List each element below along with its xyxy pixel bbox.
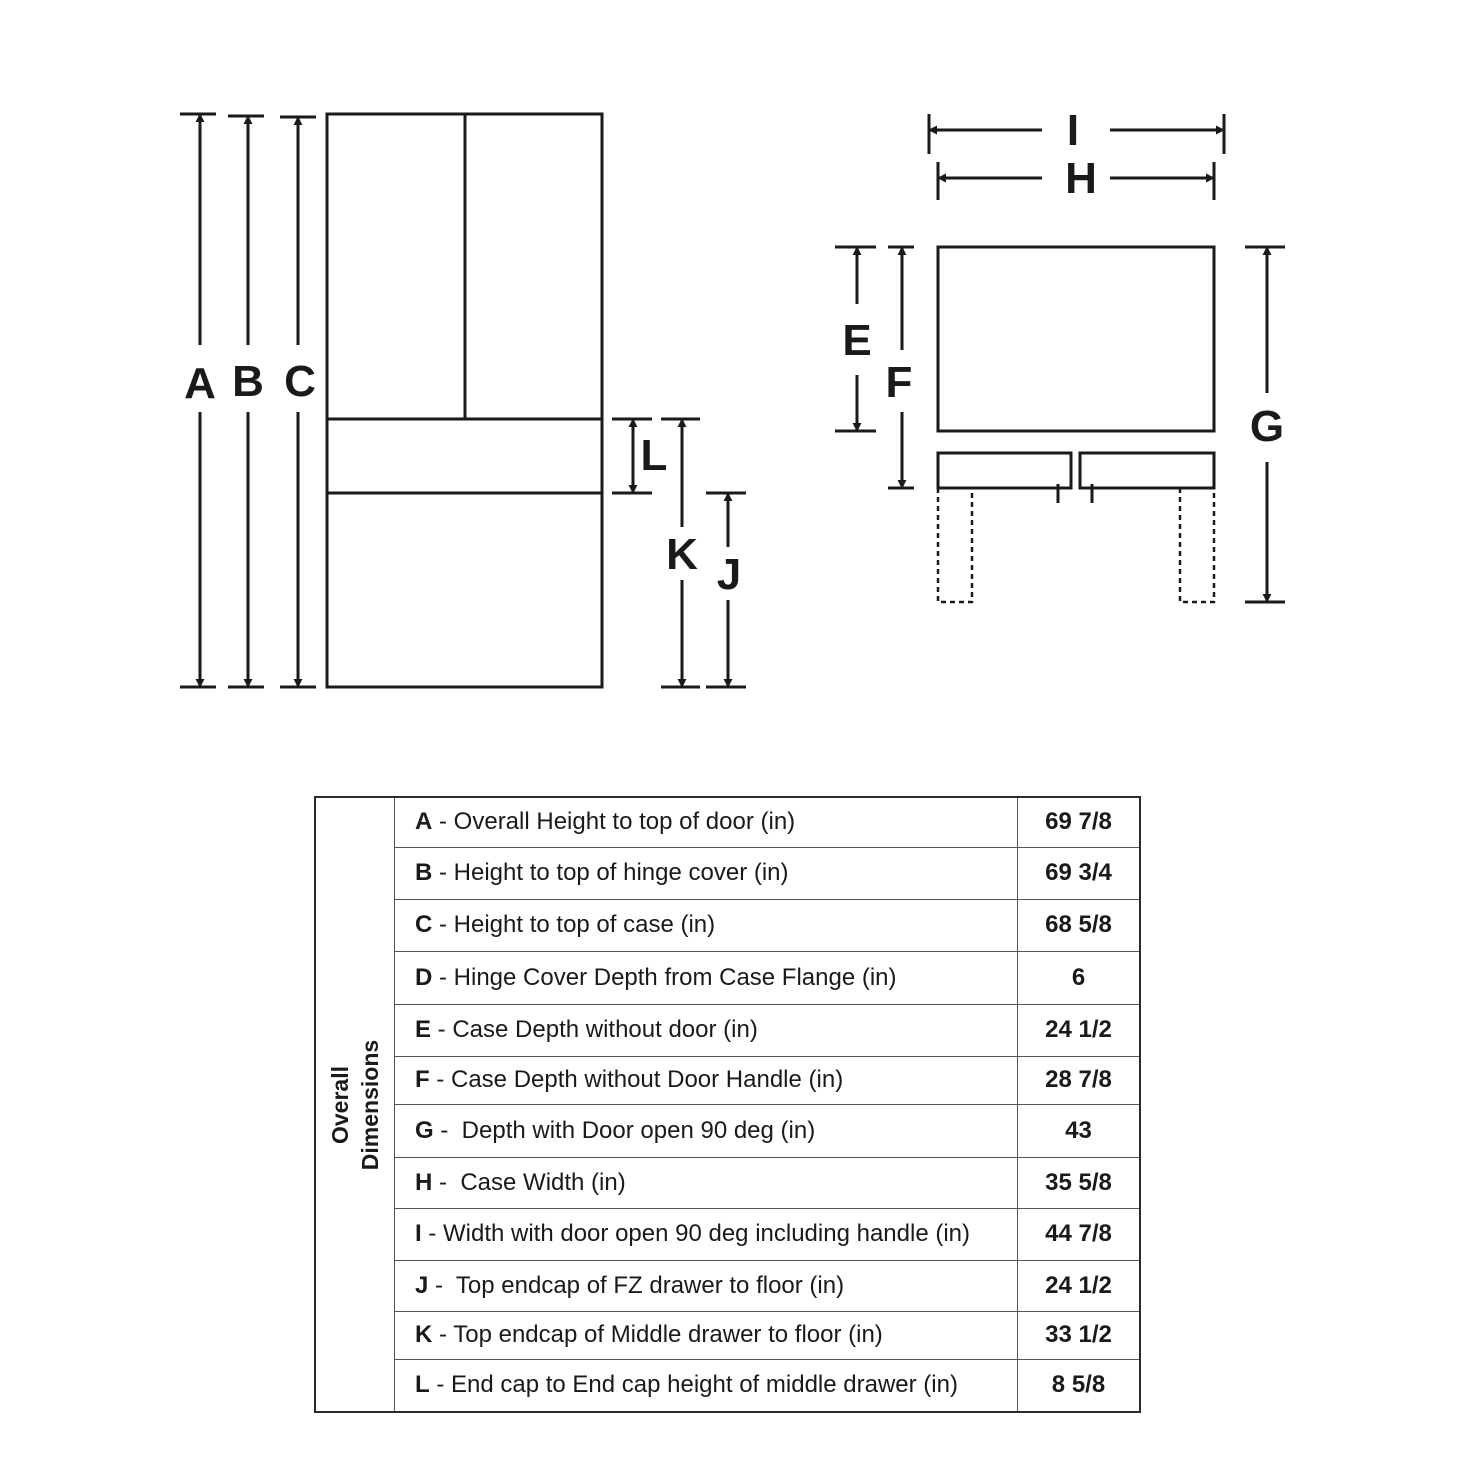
dimension-letter: D <box>415 963 433 991</box>
dimension-description-text: - Width with door open 90 deg including handle (in) <box>421 1220 971 1247</box>
left-door-top <box>938 453 1071 488</box>
dimension-letter: B <box>415 859 433 886</box>
dimension-description-text: - Overall Height to top of door (in) <box>432 808 796 836</box>
dimension-letter: A <box>415 808 433 836</box>
left-door-open-outline <box>938 488 972 602</box>
dimension-description <box>395 1004 1018 1056</box>
dimension-description <box>395 1157 1018 1208</box>
dimension-value: 68 5/8 <box>1018 899 1141 951</box>
dimension-description-text: - Top endcap of Middle drawer to floor (in) <box>432 1321 883 1348</box>
table-row <box>315 1157 1140 1208</box>
dimension-value: 69 3/4 <box>1018 847 1141 899</box>
dimension-description-text: - Depth with Door open 90 deg (in) <box>433 1116 816 1144</box>
dimension-letter: G <box>415 1116 434 1144</box>
dimension-letter: E <box>415 1016 432 1043</box>
label-i: I <box>1066 106 1080 155</box>
right-door-top <box>1080 453 1214 488</box>
dimension-letter: C <box>415 911 433 938</box>
label-l: L <box>640 431 668 480</box>
dimension-description <box>395 1260 1018 1311</box>
dimension-description-text: - Top endcap of FZ drawer to floor (in) <box>428 1271 845 1299</box>
table-row <box>315 1004 1140 1056</box>
dimension-letter: L <box>415 1371 430 1399</box>
label-f: F <box>885 358 913 407</box>
label-h: H <box>1065 154 1097 203</box>
dimension-description-text: - Case Width (in) <box>432 1168 626 1196</box>
dimension-description-text: - End cap to End cap height of middle drawer (in) <box>429 1371 958 1399</box>
dimension-letter: F <box>415 1066 430 1093</box>
case-top-outline <box>938 247 1214 431</box>
table-row <box>315 899 1140 951</box>
dimension-letter: H <box>415 1168 433 1196</box>
label-k: K <box>666 530 698 579</box>
dimension-description <box>395 847 1018 899</box>
dimension-description <box>395 1104 1018 1157</box>
dimension-description <box>395 1208 1018 1260</box>
dimension-value: 6 <box>1018 951 1141 1004</box>
dimension-value: 35 5/8 <box>1018 1157 1141 1208</box>
table-row <box>315 1056 1140 1104</box>
dimensions-table <box>314 796 1141 1413</box>
table-row <box>315 1359 1140 1412</box>
table-row <box>315 1311 1140 1359</box>
dimension-description-text: - Case Depth without Door Handle (in) <box>429 1066 844 1093</box>
section-header-cell <box>315 797 395 1412</box>
dimension-value: 69 7/8 <box>1018 797 1141 847</box>
dimension-description <box>395 1056 1018 1104</box>
dimension-description <box>395 1311 1018 1359</box>
front-view <box>327 114 602 687</box>
section-label: Overall Dimensions <box>327 1039 383 1170</box>
label-j: J <box>716 550 742 599</box>
dimension-value: 28 7/8 <box>1018 1056 1141 1104</box>
top-view <box>938 247 1214 602</box>
table-row <box>315 847 1140 899</box>
dimension-description <box>395 797 1018 847</box>
label-c: C <box>284 357 316 406</box>
dimension-description <box>395 1359 1018 1412</box>
dimension-description-text: - Hinge Cover Depth from Case Flange (in) <box>432 963 897 991</box>
dimension-value: 33 1/2 <box>1018 1311 1141 1359</box>
dimension-value: 44 7/8 <box>1018 1208 1141 1260</box>
label-b: B <box>232 357 264 406</box>
dimension-description-text: - Height to top of hinge cover (in) <box>432 859 789 886</box>
dimension-value: 8 5/8 <box>1018 1359 1141 1412</box>
dimension-value: 24 1/2 <box>1018 1004 1141 1056</box>
right-door-open-outline <box>1180 488 1214 602</box>
dimension-letter: I <box>415 1220 422 1247</box>
table-row <box>315 1208 1140 1260</box>
dimension-description <box>395 899 1018 951</box>
dimension-description-text: - Case Depth without door (in) <box>431 1016 758 1043</box>
label-g: G <box>1249 402 1285 451</box>
dimension-value: 24 1/2 <box>1018 1260 1141 1311</box>
table-row <box>315 1104 1140 1157</box>
dimension-description-text: - Height to top of case (in) <box>432 911 716 938</box>
dimension-description <box>395 951 1018 1004</box>
table-row <box>315 951 1140 1004</box>
label-a: A <box>184 359 216 408</box>
table-row <box>315 1260 1140 1311</box>
table-row <box>315 797 1140 847</box>
dimension-value: 43 <box>1018 1104 1141 1157</box>
dimension-letter: K <box>415 1321 433 1348</box>
dimension-letter: J <box>415 1271 429 1299</box>
label-e: E <box>842 316 872 365</box>
